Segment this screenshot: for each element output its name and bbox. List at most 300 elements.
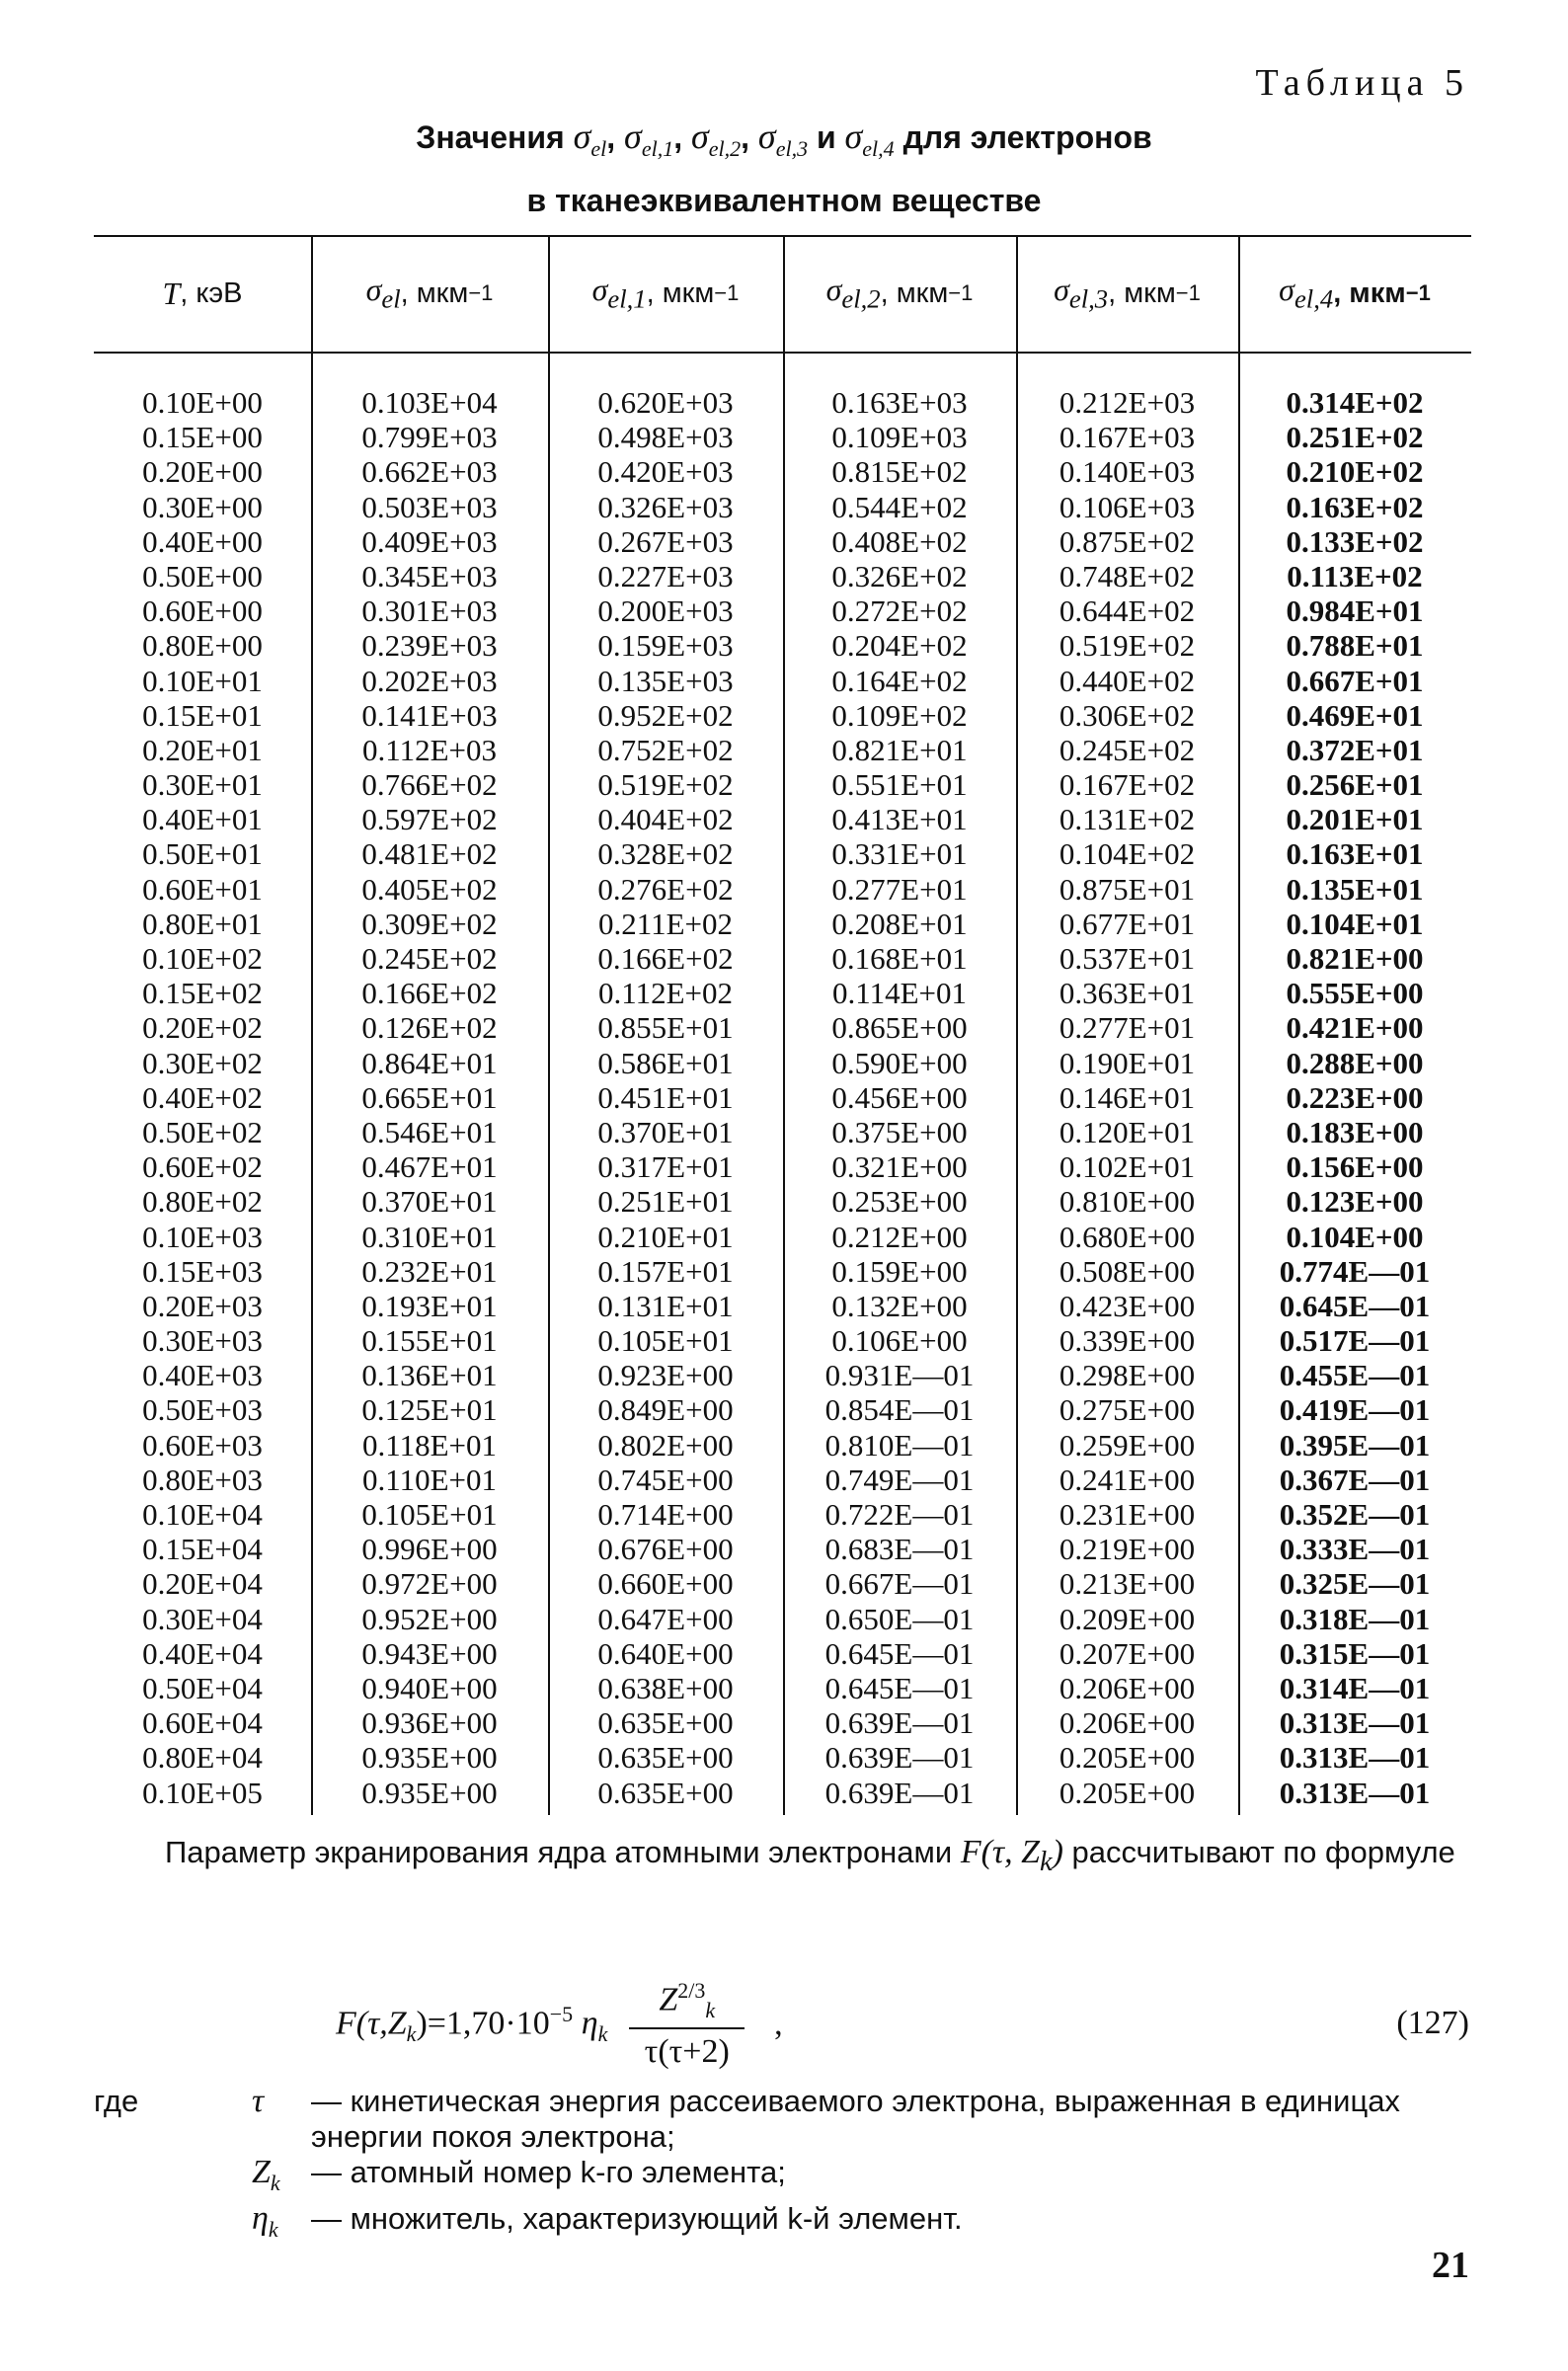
table-cell: 0.223E+00: [1286, 1079, 1424, 1115]
table-cell: 0.210E+02: [1286, 454, 1424, 490]
table-cell: 0.404E+02: [597, 802, 734, 837]
table-cell: 0.110E+01: [361, 1462, 498, 1497]
table-cell: 0.325E—01: [1279, 1566, 1431, 1602]
table-cell: 0.15E+03: [142, 1253, 263, 1289]
table-cell: 0.205E+00: [1058, 1740, 1196, 1776]
table-cell: 0.503E+03: [361, 489, 498, 524]
table-cell: 0.440E+02: [1058, 663, 1196, 698]
table-cell: 0.10E+05: [142, 1775, 263, 1810]
table-cell: 0.855E+01: [597, 1010, 734, 1046]
table-cell: 0.333E—01: [1279, 1532, 1431, 1567]
paragraph-text-a: Параметр экранирования ядра атомными электронами: [165, 1835, 953, 1869]
table-row: [94, 1566, 1471, 1601]
table-row: [94, 1010, 1471, 1045]
equation-number: (127): [1396, 2005, 1469, 2041]
caption-sigma-el: $\sigma_{el}$: [573, 117, 607, 162]
table-cell: 0.317E+01: [597, 1149, 734, 1185]
table-cell: 0.665E+01: [361, 1079, 498, 1115]
table-cell: 0.650E—01: [824, 1601, 975, 1636]
table-cell: 0.854E—01: [824, 1392, 975, 1428]
table-row: [94, 1220, 1471, 1254]
table-cell: 0.207E+00: [1058, 1635, 1196, 1671]
definition-item: [94, 2084, 1496, 2155]
table-cell: 0.517E—01: [1279, 1323, 1431, 1359]
table-cell: 0.677E+01: [1058, 906, 1196, 941]
table-cell: 0.15E+01: [142, 697, 263, 733]
table-cell: 0.231E+00: [1058, 1497, 1196, 1532]
table-row: [94, 1323, 1471, 1358]
table-cell: 0.206E+00: [1058, 1670, 1196, 1705]
table-row: [94, 941, 1471, 976]
formula-numerator: $Z^{2/3}_k$: [629, 1978, 745, 2029]
table-cell: 0.752E+02: [597, 732, 734, 767]
table-cell: 0.931E—01: [824, 1358, 975, 1393]
table-cell: 0.50E+03: [142, 1392, 263, 1428]
table-cell: 0.156E+00: [1286, 1149, 1424, 1185]
table-cell: 0.106E+03: [1058, 489, 1196, 524]
table-cell: 0.131E+02: [1058, 802, 1196, 837]
table-cell: 0.120E+01: [1058, 1114, 1196, 1149]
table-row: [94, 1289, 1471, 1323]
table-cell: 0.645E—01: [824, 1670, 975, 1705]
table-cell: 0.788E+01: [1286, 628, 1424, 664]
table-cell: 0.168E+01: [831, 941, 968, 976]
table-cell: 0.748E+02: [1058, 558, 1196, 593]
table-cell: 0.640E+00: [597, 1635, 734, 1671]
table-row: [94, 559, 1471, 593]
table-cell: 0.159E+03: [597, 628, 734, 664]
table-cell: 0.328E+02: [597, 836, 734, 872]
table-cell: 0.15E+04: [142, 1532, 263, 1567]
table-cell: 0.537E+01: [1058, 941, 1196, 976]
table-cell: 0.683E—01: [824, 1532, 975, 1567]
table-cell: 0.745E+00: [597, 1462, 734, 1497]
table-cell: 0.183E+00: [1286, 1114, 1424, 1149]
definition-symbol: $Z_k$: [252, 2154, 280, 2195]
table-cell: 0.635E+00: [597, 1740, 734, 1776]
table-cell: 0.940E+00: [361, 1670, 498, 1705]
table-cell: 0.935E+00: [361, 1775, 498, 1810]
table-cell: 0.799E+03: [361, 420, 498, 455]
table-cell: 0.451E+01: [597, 1079, 734, 1115]
table-cell: 0.544E+02: [831, 489, 968, 524]
table-row: [94, 1149, 1471, 1184]
table-cell: 0.952E+02: [597, 697, 734, 733]
table-cell: 0.714E+00: [597, 1497, 734, 1532]
table-cell: 0.200E+03: [597, 593, 734, 629]
table-cell: 0.80E+04: [142, 1740, 263, 1776]
formula-127: [336, 1970, 783, 2079]
formula-denominator: τ(τ+2): [644, 2033, 730, 2071]
table-cell: 0.126E+02: [361, 1010, 498, 1046]
table-cell: 0.251E+02: [1286, 420, 1424, 455]
table-cell: 0.167E+02: [1058, 767, 1196, 803]
table-caption: [0, 111, 1568, 226]
table-cell: 0.313E—01: [1279, 1775, 1431, 1810]
table-cell: 0.644E+02: [1058, 593, 1196, 629]
table-cell: 0.102E+01: [1058, 1149, 1196, 1185]
table-cell: 0.810E+00: [1058, 1184, 1196, 1220]
caption-sigma-el1: $\sigma_{el,1}$: [624, 117, 674, 162]
table-cell: 0.276E+02: [597, 871, 734, 907]
table-cell: 0.60E+02: [142, 1149, 263, 1185]
definition-text: — кинетическая энергия рассеиваемого электрона, выраженная в единицах энергии покоя электрона;: [311, 2084, 1400, 2154]
table-cell: 0.306E+02: [1058, 697, 1196, 733]
table-cell: 0.132E+00: [831, 1288, 968, 1323]
table-cell: 0.253E+00: [831, 1184, 968, 1220]
table-cell: 0.277E+01: [1058, 1010, 1196, 1046]
table-row: [94, 490, 1471, 524]
header-sigma-el2: $\sigma_{el,2}$ , мкм −1: [825, 272, 974, 314]
table-cell: 0.551E+01: [831, 767, 968, 803]
table-cell: 0.155E+01: [361, 1323, 498, 1359]
definition-symbol: $\eta_k$: [252, 2199, 278, 2242]
table-cell: 0.555E+00: [1286, 976, 1424, 1011]
table-row: [94, 524, 1471, 559]
table-cell: 0.676E+00: [597, 1532, 734, 1567]
table-cell: 0.251E+01: [597, 1184, 734, 1220]
table-cell: 0.131E+01: [597, 1288, 734, 1323]
table-cell: 0.647E+00: [597, 1601, 734, 1636]
table-cell: 0.469E+01: [1286, 697, 1424, 733]
table-cell: 0.314E+02: [1286, 385, 1424, 420]
table-cell: 0.112E+03: [361, 732, 498, 767]
table-row: [94, 1358, 1471, 1392]
table-cell: 0.10E+01: [142, 663, 263, 698]
table-cell: 0.163E+02: [1286, 489, 1424, 524]
table-cell: 0.105E+01: [597, 1323, 734, 1359]
page-number: 21: [1432, 2245, 1469, 2286]
table-cell: 0.136E+01: [361, 1358, 498, 1393]
table-cell: 0.597E+02: [361, 802, 498, 837]
table-cell: 0.326E+03: [597, 489, 734, 524]
table-cell: 0.639E—01: [824, 1705, 975, 1741]
table-cell: 0.241E+00: [1058, 1462, 1196, 1497]
header-sigma-el3: $\sigma_{el,3}$ , мкм −1: [1054, 272, 1201, 314]
table-cell: 0.639E—01: [824, 1775, 975, 1810]
table-cell: 0.141E+03: [361, 697, 498, 733]
table-cell: 0.204E+02: [831, 628, 968, 664]
table-row: [94, 1184, 1471, 1219]
table-cell: 0.212E+03: [1058, 385, 1196, 420]
table-cell: 0.405E+02: [361, 871, 498, 907]
table-cell: 0.272E+02: [831, 593, 968, 629]
table-row: [94, 1080, 1471, 1115]
header-energy: T , кэВ: [162, 275, 243, 311]
table-cell: 0.210E+01: [597, 1219, 734, 1254]
formula-fraction: [629, 1978, 745, 2071]
table-cell: 0.315E—01: [1279, 1635, 1431, 1671]
table-cell: 0.20E+00: [142, 454, 263, 490]
table-cell: 0.50E+00: [142, 558, 263, 593]
table-cell: 0.363E+01: [1058, 976, 1196, 1011]
table-cell: 0.972E+00: [361, 1566, 498, 1602]
header-sigma-el1: $\sigma_{el,1}$ , мкм −1: [591, 272, 740, 314]
table-cell: 0.331E+01: [831, 836, 968, 872]
table-cell: 0.301E+03: [361, 593, 498, 629]
table-cell: 0.10E+04: [142, 1497, 263, 1532]
table-row: [94, 907, 1471, 941]
table-cell: 0.321E+00: [831, 1149, 968, 1185]
table-cell: 0.409E+03: [361, 523, 498, 559]
table-row: [94, 385, 1471, 420]
table-cell: 0.109E+03: [831, 420, 968, 455]
table-row: [94, 1392, 1471, 1427]
table-cell: 0.413E+01: [831, 802, 968, 837]
table-cell: 0.259E+00: [1058, 1427, 1196, 1462]
table-row: [94, 593, 1471, 628]
table-label: Таблица 5: [1255, 62, 1469, 104]
table-cell: 0.163E+01: [1286, 836, 1424, 872]
table-cell: 0.519E+02: [1058, 628, 1196, 664]
table-cell: 0.326E+02: [831, 558, 968, 593]
table-cell: 0.802E+00: [597, 1427, 734, 1462]
table-cell: 0.423E+00: [1058, 1288, 1196, 1323]
table-cell: 0.60E+03: [142, 1427, 263, 1462]
table-cell: 0.375E+00: [831, 1114, 968, 1149]
table-cell: 0.660E+00: [597, 1566, 734, 1602]
table-cell: 0.190E+01: [1058, 1045, 1196, 1080]
table-row: [94, 1115, 1471, 1149]
table-cell: 0.667E+01: [1286, 663, 1424, 698]
table-cell: 0.106E+00: [831, 1323, 968, 1359]
table-cell: 0.30E+03: [142, 1323, 263, 1359]
table-cell: 0.996E+00: [361, 1532, 498, 1567]
table-row: [94, 628, 1471, 663]
table-cell: 0.193E+01: [361, 1288, 498, 1323]
table-cell: 0.133E+02: [1286, 523, 1424, 559]
table-cell: 0.923E+00: [597, 1358, 734, 1393]
table-cell: 0.667E—01: [824, 1566, 975, 1602]
table-cell: 0.205E+00: [1058, 1775, 1196, 1810]
table-row: [94, 802, 1471, 836]
table-cell: 0.40E+04: [142, 1635, 263, 1671]
definition-lead: [94, 2155, 252, 2201]
table-cell: 0.277E+01: [831, 871, 968, 907]
table-cell: 0.40E+03: [142, 1358, 263, 1393]
caption-line-1: Значения $\sigma_{el}$, $\sigma_{el,1}$, $\sigma_{el,2}$, $\sigma_{el,3}$ и $\sigma_{el,4}$ для электронов: [416, 117, 1152, 162]
table-cell: 0.20E+01: [142, 732, 263, 767]
table-cell: 0.421E+00: [1286, 1010, 1424, 1046]
definition-item: [94, 2201, 1496, 2248]
table-cell: 0.821E+01: [831, 732, 968, 767]
table-cell: 0.467E+01: [361, 1149, 498, 1185]
table-cell: 0.15E+00: [142, 420, 263, 455]
table-row: [94, 1776, 1471, 1810]
table-cell: 0.546E+01: [361, 1114, 498, 1149]
table-row: [94, 1497, 1471, 1532]
table-cell: 0.310E+01: [361, 1219, 498, 1254]
table-cell: 0.164E+02: [831, 663, 968, 698]
table-cell: 0.952E+00: [361, 1601, 498, 1636]
table-cell: 0.352E—01: [1279, 1497, 1431, 1532]
caption-sigma-el2: $\sigma_{el,2}$: [690, 117, 742, 162]
table-cell: 0.50E+04: [142, 1670, 263, 1705]
table-cell: 0.313E—01: [1279, 1740, 1431, 1776]
table-row: [94, 1740, 1471, 1775]
table-row: [94, 454, 1471, 489]
formula-lhs: $F(\tau,Z_k)=1,70\cdot 10^{-5}$ $\eta_k$: [336, 2001, 608, 2047]
table-cell: 0.10E+03: [142, 1219, 263, 1254]
table-cell: 0.288E+00: [1286, 1045, 1424, 1080]
table-cell: 0.166E+02: [361, 976, 498, 1011]
table-cell: 0.50E+02: [142, 1114, 263, 1149]
table-cell: 0.749E—01: [824, 1462, 975, 1497]
table-cell: 0.635E+00: [597, 1705, 734, 1741]
table-cell: 0.245E+02: [361, 941, 498, 976]
table-row: [94, 1705, 1471, 1740]
table-cell: 0.20E+02: [142, 1010, 263, 1046]
table-cell: 0.936E+00: [361, 1705, 498, 1741]
definition-text: — множитель, характеризующий k-й элемент.: [311, 2200, 963, 2236]
table-cell: 0.208E+01: [831, 906, 968, 941]
table-cell: 0.60E+01: [142, 871, 263, 907]
table-cell: 0.60E+04: [142, 1705, 263, 1741]
table-cell: 0.662E+03: [361, 454, 498, 490]
table-cell: 0.123E+00: [1286, 1184, 1424, 1220]
table-cell: 0.60E+00: [142, 593, 263, 629]
table-cell: 0.309E+02: [361, 906, 498, 941]
table-cell: 0.345E+03: [361, 558, 498, 593]
table-row: [94, 836, 1471, 871]
table-cell: 0.80E+01: [142, 906, 263, 941]
table-cell: 0.367E—01: [1279, 1462, 1431, 1497]
table-cell: 0.395E—01: [1279, 1427, 1431, 1462]
table-cell: 0.774E—01: [1279, 1253, 1431, 1289]
table-cell: 0.209E+00: [1058, 1601, 1196, 1636]
table-cell: 0.80E+03: [142, 1462, 263, 1497]
table-cell: 0.984E+01: [1286, 593, 1424, 629]
table-cell: 0.590E+00: [831, 1045, 968, 1080]
caption-sigma-el4: $\sigma_{el,4}$: [844, 117, 895, 162]
table-cell: 0.313E—01: [1279, 1705, 1431, 1741]
table-row: [94, 733, 1471, 767]
table-cell: 0.202E+03: [361, 663, 498, 698]
table-cell: 0.219E+00: [1058, 1532, 1196, 1567]
table-cell: 0.275E+00: [1058, 1392, 1196, 1428]
table-row: [94, 664, 1471, 698]
caption-suffix: для электронов: [902, 119, 1152, 155]
table-header: [94, 237, 1471, 350]
table-cell: 0.318E—01: [1279, 1601, 1431, 1636]
table-cell: 0.213E+00: [1058, 1566, 1196, 1602]
table-cell: 0.40E+01: [142, 802, 263, 837]
caption-line-2: в тканеэквивалентном веществе: [526, 183, 1042, 219]
table-cell: 0.245E+02: [1058, 732, 1196, 767]
table-cell: 0.80E+00: [142, 628, 263, 664]
table-cell: 0.105E+01: [361, 1497, 498, 1532]
table-cell: 0.638E+00: [597, 1670, 734, 1705]
table-cell: 0.508E+00: [1058, 1253, 1196, 1289]
header-sigma-el: $\sigma_{el}$ , мкм −1: [365, 272, 494, 314]
table-cell: 0.40E+02: [142, 1079, 263, 1115]
table-cell: 0.118E+01: [361, 1427, 498, 1462]
definition-item: [94, 2155, 1496, 2201]
table-cell: 0.821E+00: [1286, 941, 1424, 976]
table-cell: 0.80E+02: [142, 1184, 263, 1220]
caption-prefix: Значения: [416, 119, 565, 155]
table-cell: 0.519E+02: [597, 767, 734, 803]
table-cell: 0.864E+01: [361, 1045, 498, 1080]
table-row: [94, 1254, 1471, 1289]
table-row: [94, 1428, 1471, 1462]
table-cell: 0.456E+00: [831, 1079, 968, 1115]
table-cell: 0.865E+00: [831, 1010, 968, 1046]
formula-trailing-comma: ,: [774, 2006, 783, 2042]
table-cell: 0.481E+02: [361, 836, 498, 872]
table-row: [94, 1671, 1471, 1705]
table-cell: 0.408E+02: [831, 523, 968, 559]
table-row: [94, 1636, 1471, 1671]
table-cell: 0.420E+03: [597, 454, 734, 490]
table-cell: 0.30E+04: [142, 1601, 263, 1636]
table-cell: 0.206E+00: [1058, 1705, 1196, 1741]
table-row: [94, 420, 1471, 454]
table-row: [94, 872, 1471, 907]
table-cell: 0.372E+01: [1286, 732, 1424, 767]
caption-sigma-el3: $\sigma_{el,3}$: [757, 117, 809, 162]
table-cell: 0.498E+03: [597, 420, 734, 455]
paragraph-text-b: рассчитывают по формуле: [1071, 1835, 1455, 1869]
table-cell: 0.10E+00: [142, 385, 263, 420]
table-cell: 0.635E+00: [597, 1775, 734, 1810]
table-cell: 0.163E+03: [831, 385, 968, 420]
definition-lead: где: [94, 2084, 139, 2118]
table-cell: 0.30E+00: [142, 489, 263, 524]
paragraph-function: F(τ, $Z_k$): [960, 1834, 1063, 1877]
table-cell: 0.30E+01: [142, 767, 263, 803]
table-cell: 0.30E+02: [142, 1045, 263, 1080]
table-cell: 0.114E+01: [831, 976, 968, 1011]
table-cell: 0.680E+00: [1058, 1219, 1196, 1254]
table-row: [94, 976, 1471, 1010]
table-cell: 0.20E+03: [142, 1288, 263, 1323]
table-cell: 0.339E+00: [1058, 1323, 1196, 1359]
table-cell: 0.227E+03: [597, 558, 734, 593]
table-cell: 0.766E+02: [361, 767, 498, 803]
table-cell: 0.314E—01: [1279, 1670, 1431, 1705]
table-cell: 0.232E+01: [361, 1253, 498, 1289]
table-cell: 0.298E+00: [1058, 1358, 1196, 1393]
table-cell: 0.104E+01: [1286, 906, 1424, 941]
table-cell: 0.140E+03: [1058, 454, 1196, 490]
table-cell: 0.50E+01: [142, 836, 263, 872]
table-cell: 0.256E+01: [1286, 767, 1424, 803]
table-cell: 0.645E—01: [824, 1635, 975, 1671]
table-cell: 0.370E+01: [361, 1184, 498, 1220]
table-cell: 0.135E+03: [597, 663, 734, 698]
table-cell: 0.113E+02: [1287, 558, 1423, 593]
table-cell: 0.212E+00: [831, 1219, 968, 1254]
table-cell: 0.875E+02: [1058, 523, 1196, 559]
table-cell: 0.586E+01: [597, 1045, 734, 1080]
table-cell: 0.810E—01: [824, 1427, 975, 1462]
table-cell: 0.620E+03: [597, 385, 734, 420]
table-cell: 0.239E+03: [361, 628, 498, 664]
definitions-list: [94, 2084, 1496, 2248]
definition-lead: [94, 2201, 252, 2248]
table-cell: 0.943E+00: [361, 1635, 498, 1671]
table-cell: 0.20E+04: [142, 1566, 263, 1602]
table-cell: 0.15E+02: [142, 976, 263, 1011]
table-body: [94, 385, 1471, 1810]
table-cell: 0.109E+02: [831, 697, 968, 733]
table-row: [94, 1462, 1471, 1497]
table-cell: 0.722E—01: [824, 1497, 975, 1532]
table-row: [94, 698, 1471, 733]
table-cell: 0.146E+01: [1058, 1079, 1196, 1115]
header-sigma-el4: $\sigma_{el,4}$ , мкм −1: [1279, 272, 1431, 314]
